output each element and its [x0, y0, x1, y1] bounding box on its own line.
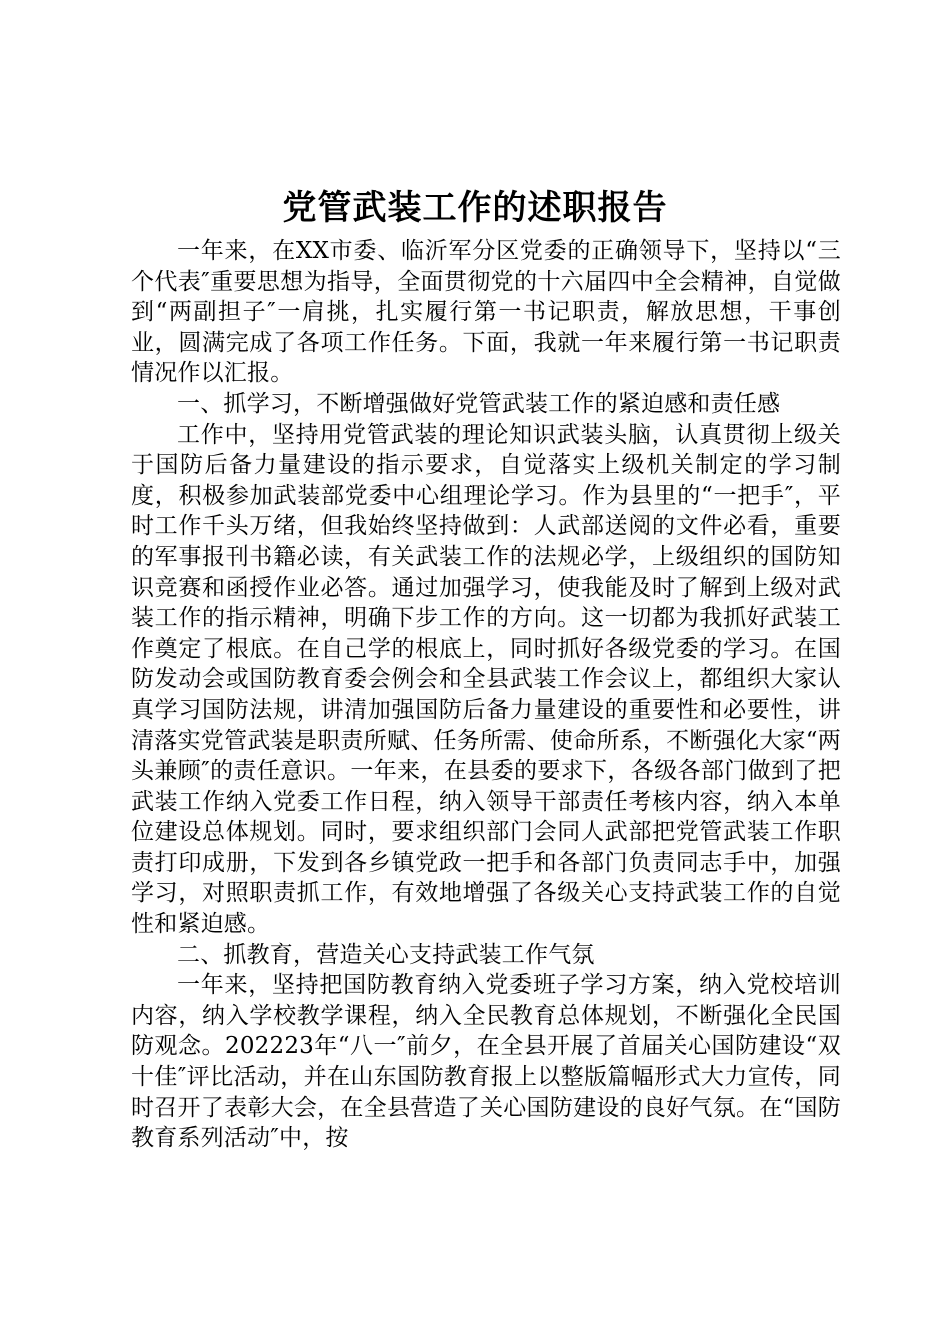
intro-paragraph: 一年来，在XX市委、临沂军分区党委的正确领导下，坚持以“三个代表″重要思想为指导，全面贯彻党的十六届四中全会精神，自觉做到“两副担子″一肩挑，扎实履行第一书记职责，解放思想，干事创业，圆满完成了各项工作任务。下面，我就一年来履行第一书记职责情况作以汇报。	[131, 238, 841, 387]
section-heading-study: 一、抓学习，不断增强做好党管武装工作的紧迫感和责任感	[177, 390, 781, 417]
study-paragraph: 工作中，坚持用党管武装的理论知识武装头脑，认真贯彻上级关于国防后备力量建设的指示要求，自觉落实上级机关制定的学习制度，积极参加武装部党委中心组理论学习。作为县里的“一把手″，平时工作千头万绪，但我始终坚持做到：人武部送阅的文件必看，重要的军事报刊书籍必读，有关武装工作的法规必学，上级组织的国防知识竞赛和函授作业必答。通过加强学习，使我能及时了解到上级对武装工作的指示精神，明确下步工作的方向。这一切都为我抓好武装工作奠定了根底。在自己学的根底上，同时抓好各级党委的学习。在国防发动会或国防教育委会例会和全县武装工作会议上，都组织大家认真学习国防法规，讲清加强国防后备力量建设的重要性和必要性，讲清落实党管武装是职责所赋、任务所需、使命所系，不断强化大家“两头兼顾″的责任意识。一年来，在县委的要求下，各级各部门做到了把武装工作纳入党委工作日程，纳入领导干部责任考核内容，纳入本单位建设总体规划。同时，要求组织部门会同人武部把党管武装工作职责打印成册，下发到各乡镇党政一把手和各部门负责同志手中，加强学习，对照职责抓工作，有效地增强了各级关心支持武装工作的自觉性和紧迫感。	[131, 421, 841, 938]
section-heading-education: 二、抓教育，营造关心支持武装工作气氛	[177, 941, 595, 968]
document-body	[131, 236, 841, 1154]
document-title: 党管武装工作的述职报告	[282, 188, 668, 228]
education-paragraph: 一年来，坚持把国防教育纳入党委班子学习方案，纳入党校培训内容，纳入学校教学课程，纳入全民教育总体规划，不断强化全民国防观念。202223年“八一″前夕，在全县开展了首届关心国防建设“双十佳″评比活动，并在山东国防教育报上以整版篇幅形式大力宣传，同时召开了表彰大会，在全县营造了关心国防建设的良好气氛。在“国防教育系列活动″中，按	[131, 972, 841, 1152]
